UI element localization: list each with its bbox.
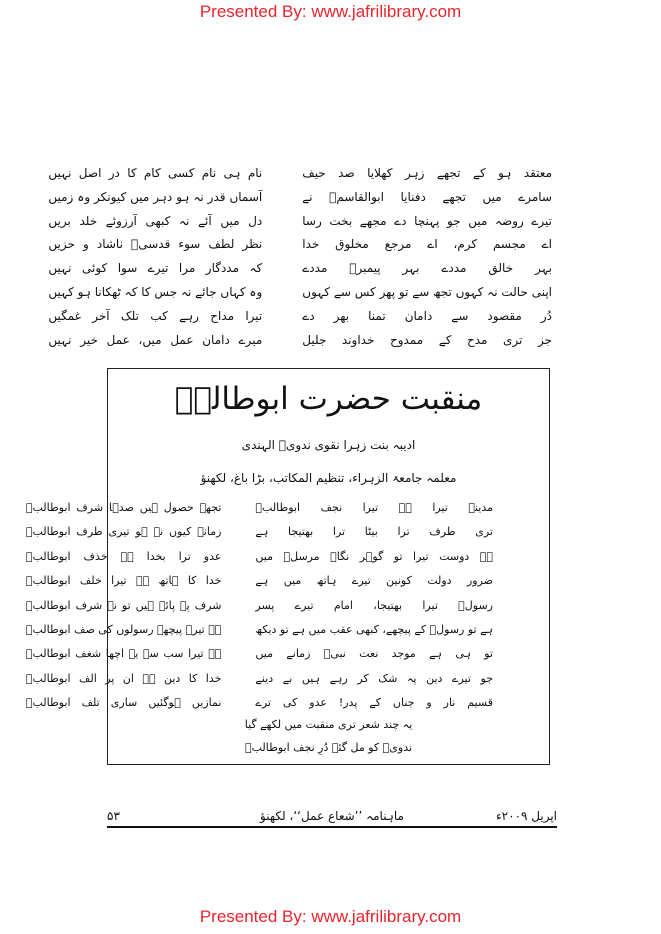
- verse-line: ہے دوست تیرا تو گوہر نگاہ مرسلؐ میں: [255, 549, 493, 563]
- verse-line: نظر لطف سوء قدسیؔ ناشاد و حزیں: [48, 237, 263, 252]
- verse-line: تجھے حصول ہیں صدہا شرف ابوطالبؑ: [25, 501, 222, 514]
- closing-line: ندویؔ کو مل گئے دُرِ نجف ابوطالبؑ: [244, 741, 413, 754]
- page-footer: [107, 800, 557, 828]
- verse-line: جو تیرے دین پہ شک کر رہے ہیں بے دینے: [255, 671, 493, 685]
- verse-line: ہے تیرا سب سے یہ اچھا شغف ابوطالبؑ: [25, 647, 222, 661]
- verse-line: نمازیں ہوگئیں ساری تلف ابوطالبؑ: [25, 696, 222, 710]
- manqabat-title: منقبت حضرت ابوطالبؑ: [174, 381, 483, 417]
- verse-line: زمانہ کیوں نہ ہو تیری طرف ابوطالبؑ: [25, 525, 222, 539]
- verse-line: اپنی حالت نہ کہوں تجھ سے تو پھر کس سے کہوں: [302, 284, 552, 299]
- verse-line: دل میں آئے نہ کبھی آرزوئے خلد بریں: [48, 213, 263, 228]
- verse-line: ضرور دولت کونین تیرے ہاتھ میں ہے: [255, 574, 493, 588]
- verse-line: قسیم نار و جناں کے پدر! عدو کی ترے: [255, 696, 493, 710]
- verse-line: تری طرف ترا بیٹا ترا بھتیجا ہے: [255, 525, 493, 539]
- verse-line: مدینہ تیرا ہے تیرا نجف ابوطالبؑ: [255, 501, 493, 514]
- verse-line: رسولؐ تیرا بھتیجا، امام تیرے پسر: [255, 598, 493, 612]
- verse-line: دُر مقصود سے دامان تمنا بھر دے: [302, 308, 552, 323]
- verse-line: نام ہی نام کسی کام کا در اصل نہیں: [48, 166, 263, 180]
- verse-line: عدو ترا بخدا ہے خذف ابوطالبؑ: [25, 549, 222, 563]
- verse-line: ہے تو رسولؐ کے پیچھے، کبھی عقب میں ہے تو دیکھ: [255, 622, 493, 636]
- verse-line: تیرا مداح رہے کب تلک آخر غمگیں: [48, 308, 263, 323]
- verse-line: آسماں قدر نہ ہو دہر میں کیونکر وہ زمیں: [48, 189, 263, 204]
- verse-line: بہر خالق مددے بہر پیمبرؐ مددے: [302, 261, 552, 276]
- verse-line: میرے دامان عمل میں، عمل خیر نہیں: [48, 332, 263, 347]
- verse-line: وہ کہاں جائے نہ جس کا کہ ٹھکانا ہو کہیں: [48, 284, 263, 299]
- closing-line: یہ چند شعر تری منقبت میں لکھے گیا: [244, 718, 413, 731]
- verse-line: تو ہی ہے موجد نعت نبیؐ زمانے میں: [255, 647, 493, 661]
- issue-date: اپریل ۲۰۰۹ء: [496, 809, 557, 823]
- manqabat-box: [25, 368, 550, 765]
- magazine-name: ماہنامہ ’’شعاع عمل‘‘، لکھنؤ: [260, 809, 404, 823]
- top-poem: [48, 162, 552, 352]
- verse-line: خدا کا دین ہے ان پر الف ابوطالبؑ: [25, 671, 222, 685]
- verse-line: خدا کا ہاتھ ہے تیرا خلف ابوطالبؑ: [25, 574, 222, 588]
- top-banner[interactable]: Presented By: www.jafrilibrary.com: [199, 2, 462, 21]
- verse-line: ہے تیرے پیچھے رسولوں کی صف ابوطالبؑ: [25, 622, 222, 636]
- page-number: ۵۳: [107, 809, 120, 823]
- verse-line: اے مجسم کرم، اے مرجع مخلوق خدا: [302, 237, 552, 252]
- verse-line: شرف پہ پائے ہیں تو نے شرف ابوطالبؑ: [25, 598, 222, 612]
- bottom-banner[interactable]: Presented By: www.jafrilibrary.com: [199, 907, 462, 926]
- author-line: ادیبہ بنت زہرا نقوی ندویؔ الہندی: [241, 438, 416, 452]
- manqabat-verses: [25, 496, 493, 716]
- affiliation-line: معلمہ جامعۃ الزہراء، تنظیم المکاتب، بڑا باغ، لکھنؤ: [200, 471, 457, 485]
- verse-line: تیرے روضہ میں جو پہنچا دے مجھے بخت رسا: [302, 213, 552, 228]
- verse-line: جز تری مدح کے ممدوح خداوند جلیل: [302, 332, 552, 347]
- verse-line: سامرے میں تجھے دفنایا ابوالقاسمؑ نے: [302, 189, 552, 204]
- closing-couplet: [108, 713, 549, 759]
- verse-line: معتقد ہو کے تجھے زہر کھلایا صد حیف: [302, 166, 552, 180]
- verse-line: کہ مددگار مرا تیرے سوا کوئی نہیں: [48, 261, 263, 276]
